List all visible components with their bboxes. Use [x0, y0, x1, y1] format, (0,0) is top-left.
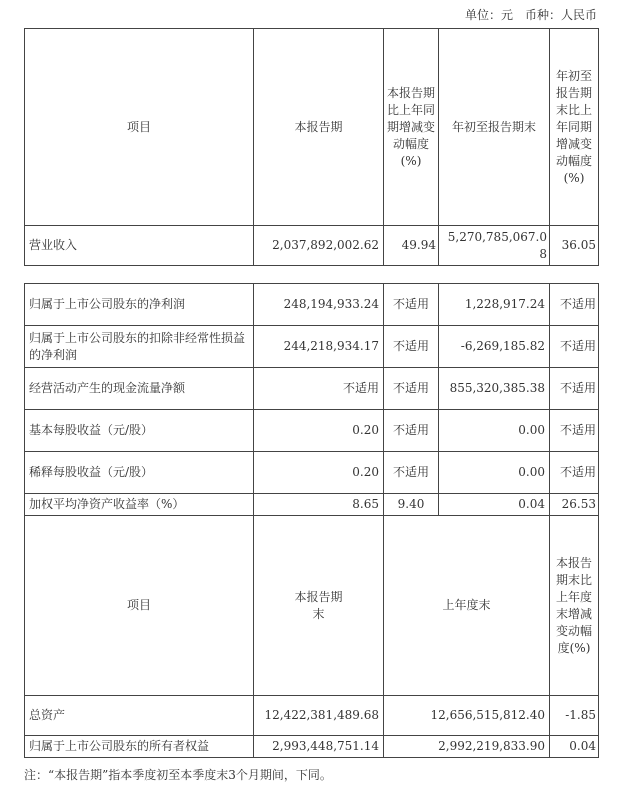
cell: 12,422,381,489.68 [254, 696, 384, 736]
cell: 不适用 [384, 410, 439, 452]
table-row [25, 284, 599, 326]
table-row [25, 226, 599, 266]
income-table [24, 28, 599, 266]
cell: 49.94 [384, 226, 439, 266]
cell: 不适用 [384, 368, 439, 410]
profit-balance-table [24, 283, 599, 758]
cell: 0.04 [439, 494, 550, 516]
cell: 0.00 [439, 410, 550, 452]
row-label: 加权平均净资产收益率（%） [25, 494, 254, 516]
cell: 不适用 [550, 326, 599, 368]
header-balance-change: 本报告期末比上年度末增减变动幅度(%) [550, 516, 599, 696]
cell: 不适用 [254, 368, 384, 410]
cell: 1,228,917.24 [439, 284, 550, 326]
cell: 0.00 [439, 452, 550, 494]
table-row [25, 696, 599, 736]
table-row [25, 368, 599, 410]
row-label: 归属于上市公司股东的净利润 [25, 284, 254, 326]
row-label: 基本每股收益（元/股） [25, 410, 254, 452]
cell: 26.53 [550, 494, 599, 516]
cell: 8.65 [254, 494, 384, 516]
cell: 12,656,515,812.40 [384, 696, 550, 736]
header-item: 项目 [25, 516, 254, 696]
header-prior-year-end: 上年度末 [384, 516, 550, 696]
cell: -6,269,185.82 [439, 326, 550, 368]
cell: 244,218,934.17 [254, 326, 384, 368]
table-row [25, 410, 599, 452]
cell: 5,270,785,067.08 [439, 226, 550, 266]
cell: 2,037,892,002.62 [254, 226, 384, 266]
cell: 855,320,385.38 [439, 368, 550, 410]
cell: 0.20 [254, 452, 384, 494]
header-current-change: 本报告期比上年同期增减变动幅度(%) [384, 29, 439, 226]
cell: 不适用 [550, 410, 599, 452]
cell: 不适用 [384, 284, 439, 326]
cell: 2,992,219,833.90 [384, 736, 550, 758]
header-ytd-change: 年初至报告期末比上年同期增减变动幅度(%) [550, 29, 599, 226]
table-row [25, 494, 599, 516]
table-row [25, 736, 599, 758]
header-item: 项目 [25, 29, 254, 226]
cell: 248,194,933.24 [254, 284, 384, 326]
table-row [25, 326, 599, 368]
cell: 不适用 [550, 284, 599, 326]
row-label: 经营活动产生的现金流量净额 [25, 368, 254, 410]
header-ytd: 年初至报告期末 [439, 29, 550, 226]
cell: 不适用 [384, 326, 439, 368]
table-row [25, 452, 599, 494]
footnote: 注：“本报告期”指本季度初至本季度末3个月期间，下同。 [24, 768, 332, 782]
table-header-row [25, 29, 599, 226]
cell: -1.85 [550, 696, 599, 736]
row-label: 归属于上市公司股东的所有者权益 [25, 736, 254, 758]
cell: 9.40 [384, 494, 439, 516]
cell: 2,993,448,751.14 [254, 736, 384, 758]
cell: 不适用 [384, 452, 439, 494]
row-label: 营业收入 [25, 226, 254, 266]
cell: 36.05 [550, 226, 599, 266]
header-current-period: 本报告期 [254, 29, 384, 226]
cell: 0.20 [254, 410, 384, 452]
header-period-end: 本报告期末 [254, 516, 384, 696]
row-label: 总资产 [25, 696, 254, 736]
unit-currency-label: 单位：元 币种：人民币 [464, 8, 597, 22]
cell: 0.04 [550, 736, 599, 758]
cell: 不适用 [550, 452, 599, 494]
balance-header-row [25, 516, 599, 696]
cell: 不适用 [550, 368, 599, 410]
row-label: 归属于上市公司股东的扣除非经常性损益的净利润 [25, 326, 254, 368]
row-label: 稀释每股收益（元/股） [25, 452, 254, 494]
